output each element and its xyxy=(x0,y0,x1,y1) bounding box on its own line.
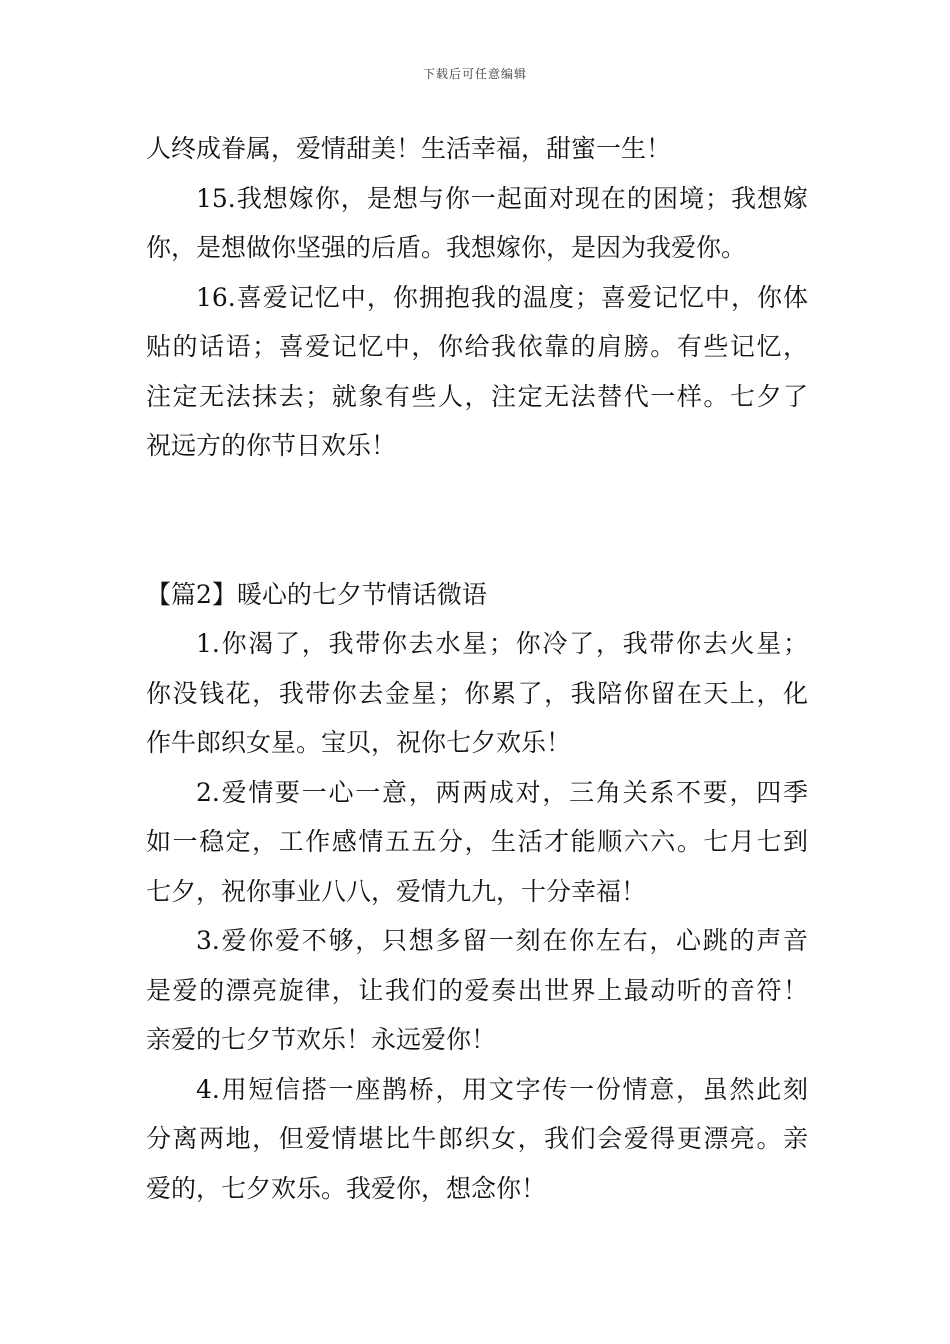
paragraph-item-4 xyxy=(146,1065,808,1214)
text-line: 亲爱的七夕节欢乐！永远爱你！ xyxy=(146,1025,497,1054)
text-line: 祝远方的你节日欢乐！ xyxy=(146,431,397,460)
text-line: 你，是想做你坚强的后盾。我想嫁你，是因为我爱你。 xyxy=(146,233,747,262)
paragraph-continued xyxy=(146,124,808,174)
text-line: 4.用短信搭一座鹊桥，用文字传一份情意，虽然此刻 xyxy=(196,1074,808,1104)
text-line: 16.喜爱记忆中，你拥抱我的温度；喜爱记忆中，你体 xyxy=(196,282,808,312)
text-line: 爱的，七夕欢乐。我爱你，想念你！ xyxy=(146,1173,547,1203)
text-line: 15.我想嫁你，是想与你一起面对现在的困境；我想嫁 xyxy=(196,183,808,213)
text-line: 注定无法抹去；就象有些人，注定无法替代一样。七夕了 xyxy=(146,381,808,411)
page-header: 下载后可任意编辑 xyxy=(422,67,527,81)
document-body xyxy=(146,124,808,1213)
text-line: 贴的话语；喜爱记忆中，你给我依靠的肩膀。有些记忆， xyxy=(146,332,808,361)
paragraph-item-15 xyxy=(146,174,808,273)
text-line: 2.爱情要一心一意，两两成对，三角关系不要，四季 xyxy=(196,777,808,807)
paragraph-item-1 xyxy=(146,619,808,768)
text-line: 1.你渴了，我带你去水星；你冷了，我带你去火星； xyxy=(196,629,808,658)
section-spacer xyxy=(146,471,808,570)
paragraph-item-3 xyxy=(146,916,808,1065)
text-line: 是爱的漂亮旋律，让我们的爱奏出世界上最动听的音符！ xyxy=(146,975,808,1005)
text-line: 分离两地，但爱情堪比牛郎织女，我们会爱得更漂亮。亲 xyxy=(146,1124,808,1153)
paragraph-item-16 xyxy=(146,273,808,471)
text-line: 你没钱花，我带你去金星；你累了，我陪你留在天上，化 xyxy=(146,678,808,708)
paragraph-item-2 xyxy=(146,768,808,917)
text-line: 如一稳定，工作感情五五分，生活才能顺六六。七月七到 xyxy=(146,827,808,856)
section-title: 【篇2】暖心的七夕节情话微语 xyxy=(146,579,487,609)
text-line: 人终成眷属，爱情甜美！生活幸福，甜蜜一生！ xyxy=(146,134,672,163)
text-line: 3.爱你爱不够，只想多留一刻在你左右，心跳的声音 xyxy=(196,926,808,955)
text-line: 作牛郎织女星。宝贝，祝你七夕欢乐！ xyxy=(146,728,572,757)
text-line: 七夕，祝你事业八八，爱情九九，十分幸福！ xyxy=(146,876,647,906)
